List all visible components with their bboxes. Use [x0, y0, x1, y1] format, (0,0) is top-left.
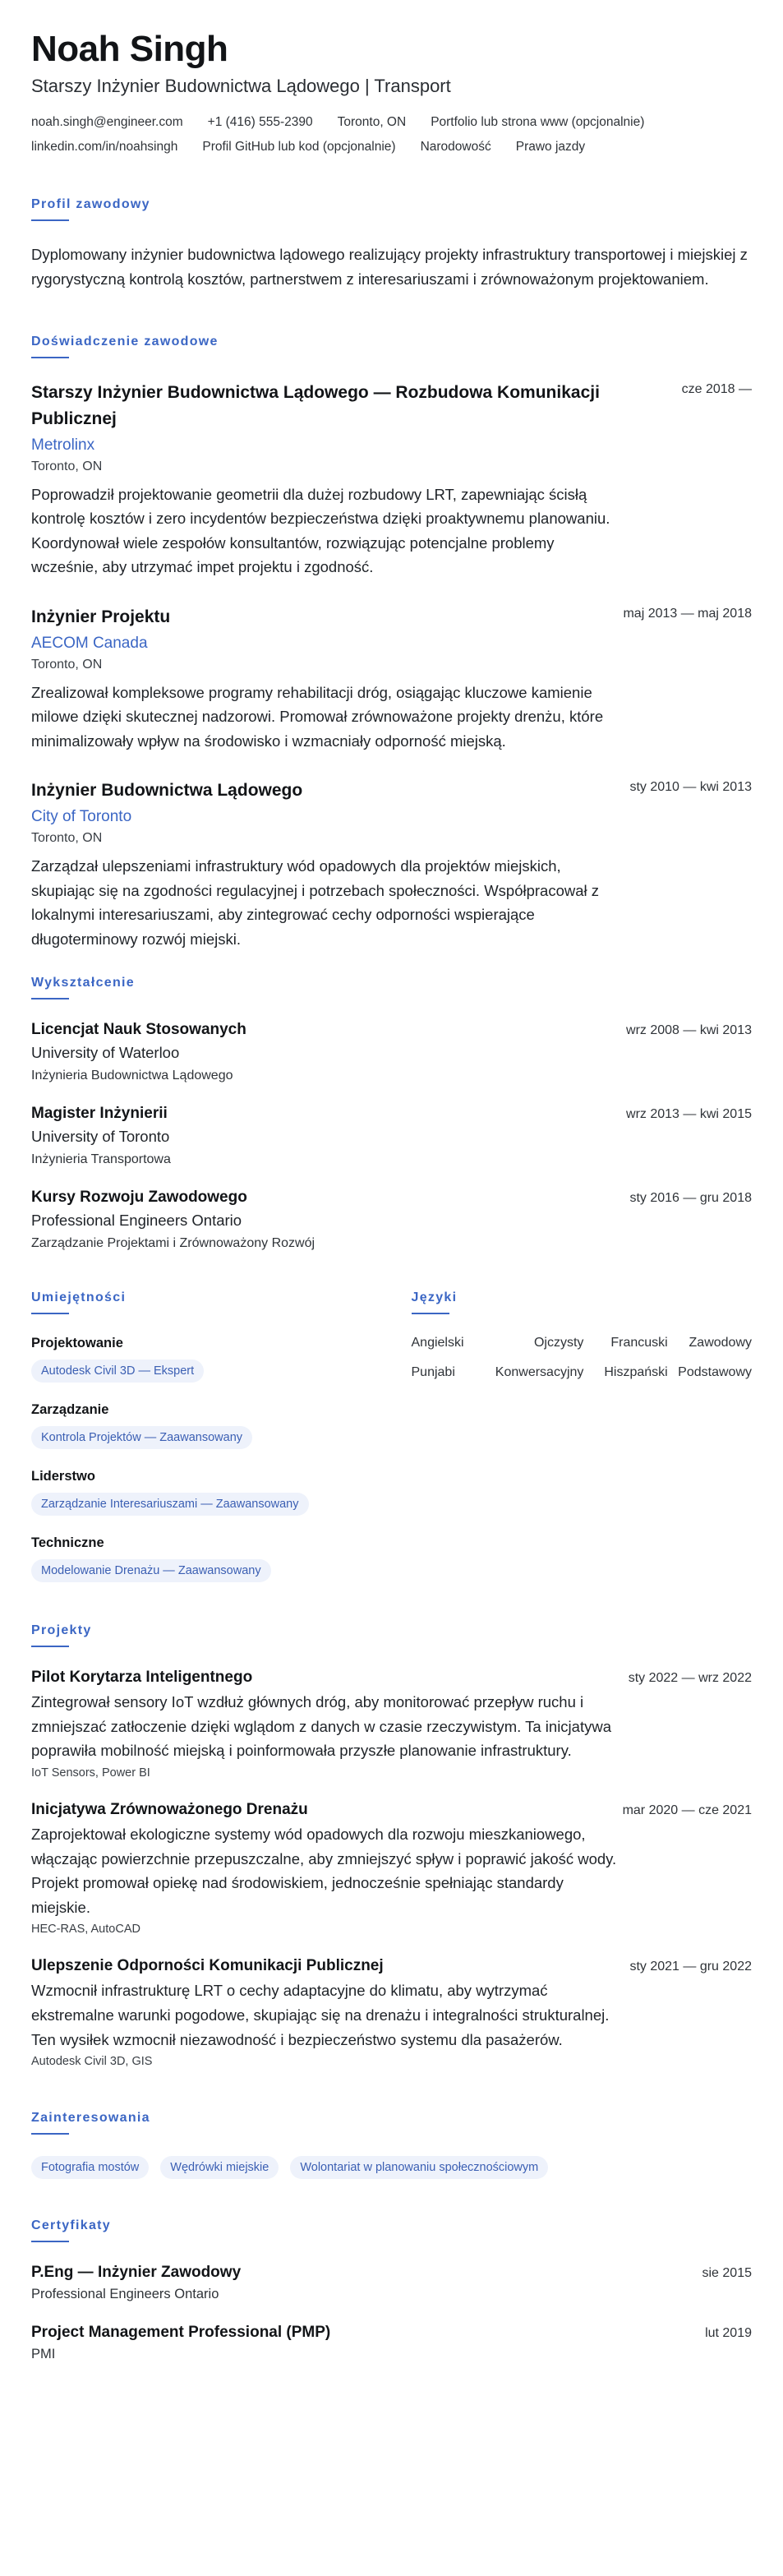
interest-chip: Fotografia mostów	[31, 2156, 149, 2179]
education-dates: sty 2016 — gru 2018	[629, 1191, 752, 1206]
language-list	[412, 1336, 753, 1380]
field-of-study: Inżynieria Budownictwa Lądowego	[31, 1069, 233, 1083]
project-description: Wzmocnił infrastrukturę LRT o cechy adaptacyjne do klimatu, aby wytrzymać ekstremalne warunki pogodowe, skupiając się na drenażu i integralności strukturalnej. Ten wysiłek wzmocnił niezawodność i bezpieczeństwo systemu dla pasażerów.	[31, 1982, 610, 2048]
education-entry	[31, 1189, 752, 1251]
project-dates: sty 2021 — gru 2022	[629, 1960, 752, 1974]
job-description: Zrealizował kompleksowe programy rehabilitacji dróg, osiągając kluczowe kamienie milowe dzięki skutecznej nadzorowi. Promował zrównoważone projekty drenżu, które minimalizowały wpływ na środowisko i wzmacniały odporność miejską.	[31, 683, 604, 750]
school-name: University of Waterloo	[31, 1044, 180, 1062]
skill-chip: Kontrola Projektów — Zaawansowany	[31, 1426, 252, 1449]
section-divider	[31, 2133, 69, 2135]
company-name: City of Toronto	[31, 807, 132, 825]
skill-category: Liderstwo	[31, 1469, 95, 1484]
section-title: Doświadczenie zawodowe	[31, 334, 219, 349]
project-dates: mar 2020 — cze 2021	[622, 1803, 752, 1818]
certification-issuer: PMI	[31, 2347, 56, 2362]
certification-date: lut 2019	[705, 2326, 752, 2341]
section-divider	[412, 1313, 449, 1314]
certification-entry	[31, 2324, 752, 2362]
job-location: Toronto, ON	[31, 830, 103, 845]
skills-languages-section	[31, 1290, 752, 1582]
job-dates: maj 2013 — maj 2018	[623, 607, 752, 621]
contact-list	[31, 115, 752, 155]
job-location: Toronto, ON	[31, 459, 103, 473]
section-title: Wykształcenie	[31, 976, 135, 990]
school-name: Professional Engineers Ontario	[31, 1212, 242, 1230]
skill-chip: Modelowanie Drenażu — Zaawansowany	[31, 1559, 271, 1582]
experience-entry	[31, 604, 752, 753]
skills-column	[31, 1290, 372, 1582]
job-description: Zarządzał ulepszeniami infrastruktury wód opadowych dla projektów miejskich, skupiając się na zgodności regulacyjnej i potrzebach społeczności. Współpracował z lokalnymi interesariuszami, aby zintegrować cechy odporności wspierające długoterminowy rozwój miejski.	[31, 856, 600, 948]
company-name: Metrolinx	[31, 436, 95, 454]
contact-email[interactable]: noah.singh@engineer.com	[31, 115, 183, 130]
project-name: Pilot Korytarza Inteligentnego	[31, 1669, 253, 1687]
skill-category: Projektowanie	[31, 1336, 123, 1351]
section-divider	[31, 1646, 69, 1647]
experience-entry	[31, 778, 752, 951]
project-entry	[31, 1801, 752, 1936]
education-entry	[31, 1105, 752, 1167]
certification-issuer: Professional Engineers Ontario	[31, 2287, 219, 2302]
contact-location: Toronto, ON	[337, 115, 407, 130]
contact-linkedin[interactable]: linkedin.com/in/noahsingh	[31, 140, 178, 155]
contact-portfolio[interactable]: Portfolio lub strona www (opcjonalnie)	[431, 115, 645, 130]
project-entry	[31, 1957, 752, 2068]
language-name: Punjabi	[411, 1365, 455, 1380]
interests-section	[31, 2111, 752, 2179]
education-section	[31, 976, 752, 1251]
contact-phone[interactable]: +1 (416) 555-2390	[207, 115, 313, 130]
experience-entry	[31, 380, 752, 579]
language-level: Konwersacyjny	[495, 1365, 584, 1380]
person-name: Noah Singh	[31, 29, 228, 69]
job-dates: sty 2010 — kwi 2013	[629, 780, 752, 795]
interest-chip: Wolontariat w planowaniu społecznościowym	[290, 2156, 548, 2179]
job-title: Inżynier Projektu	[31, 607, 171, 627]
certifications-section	[31, 2218, 752, 2362]
skill-chip: Autodesk Civil 3D — Ekspert	[31, 1360, 204, 1383]
job-title: Starszy Inżynier Budownictwa Lądowego — Rozbudowa Komunikacji Publicznej	[31, 382, 600, 429]
section-divider	[31, 998, 69, 999]
education-entry	[31, 1021, 752, 1083]
section-title: Certyfikaty	[31, 2218, 112, 2233]
project-description: Zintegrował sensory IoT wzdłuż głównych dróg, aby monitorować przepływ ruchu i zmniejszać zatłoczenie dzięki wglądom z danych w czasie rzeczywistym. Ta inicjatywa poprawiła mobilność miejską i poinformowała przyszłe planowanie infrastruktury.	[31, 1693, 611, 1760]
certification-entry	[31, 2264, 752, 2302]
degree-title: Licencjat Nauk Stosowanych	[31, 1021, 246, 1039]
project-entry	[31, 1669, 752, 1780]
project-tech: IoT Sensors, Power BI	[31, 1766, 150, 1780]
education-dates: wrz 2013 — kwi 2015	[626, 1107, 752, 1122]
project-description: Zaprojektował ekologiczne systemy wód opadowych dla rozwoju mieszkaniowego, włączając powierzchnie przepuszczalne, aby zmniejszyć spływ i poprawić jakość wody. Projekt promował opiekę nad środowiskiem, jednocześnie spełniając standardy miejskie.	[31, 1826, 617, 1916]
summary-section	[31, 197, 752, 291]
job-title: Inżynier Budownictwa Lądowego	[31, 781, 303, 801]
section-divider	[31, 1313, 69, 1314]
certification-name: P.Eng — Inżynier Zawodowy	[31, 2264, 242, 2282]
section-title: Języki	[411, 1290, 458, 1305]
degree-title: Kursy Rozwoju Zawodowego	[31, 1189, 247, 1207]
company-name: AECOM Canada	[31, 634, 148, 652]
headline: Starszy Inżynier Budownictwa Lądowego | Transport	[31, 76, 451, 97]
certification-name: Project Management Professional (PMP)	[31, 2324, 331, 2342]
section-divider	[31, 357, 69, 358]
job-location: Toronto, ON	[31, 657, 103, 672]
project-tech: HEC-RAS, AutoCAD	[31, 1923, 140, 1937]
field-of-study: Zarządzanie Projektami i Zrównoważony Rozwój	[31, 1236, 316, 1251]
skill-chip: Zarządzanie Interesariuszami — Zaawansowany	[31, 1493, 309, 1516]
section-title: Zainteresowania	[31, 2111, 150, 2126]
interest-list	[31, 2156, 752, 2179]
project-dates: sty 2022 — wrz 2022	[628, 1671, 752, 1686]
language-name: Hiszpański	[604, 1365, 668, 1380]
summary-text: Dyplomowany inżynier budownictwa lądowego realizujący projekty infrastruktury transportowej i miejskiej z rygorystyczną kontrolą kosztów, partnerstwem z interesariuszami i zrównoważonym projektowaniem.	[31, 246, 748, 288]
language-name: Angielski	[411, 1336, 464, 1350]
interest-chip: Wędrówki miejskie	[160, 2156, 279, 2179]
resume-header	[31, 30, 752, 155]
job-description: Poprowadził projektowanie geometrii dla dużej rozbudowy LRT, zapewniając ścisłą kontrolę kosztów i zero incydentów bezpieczeństwa dzięki proaktywnemu planowaniu. Koordynował wiele zespołów konsultantów, rozwiązując potencjalne problemy wcześnie, aby utrzymać impet projektu i zgodność.	[31, 485, 610, 576]
language-name: Francuski	[610, 1336, 668, 1350]
field-of-study: Inżynieria Transportowa	[31, 1152, 171, 1167]
school-name: University of Toronto	[31, 1128, 170, 1146]
contact-nationality: Narodowość	[420, 140, 491, 155]
project-tech: Autodesk Civil 3D, GIS	[31, 2055, 153, 2069]
skill-category: Techniczne	[31, 1535, 104, 1551]
experience-section	[31, 335, 752, 952]
skill-category: Zarządzanie	[31, 1402, 109, 1418]
section-title: Umiejętności	[31, 1290, 127, 1305]
degree-title: Magister Inżynierii	[31, 1105, 168, 1123]
languages-column	[412, 1290, 753, 1582]
language-level: Zawodowy	[689, 1336, 752, 1350]
project-name: Ulepszenie Odporności Komunikacji Publicznej	[31, 1957, 384, 1975]
section-title: Profil zawodowy	[31, 197, 150, 212]
job-dates: cze 2018 —	[681, 381, 752, 396]
section-divider	[31, 219, 69, 221]
certification-date: sie 2015	[702, 2266, 752, 2281]
project-name: Inicjatywa Zrównoważonego Drenażu	[31, 1801, 308, 1819]
language-level: Ojczysty	[533, 1336, 584, 1350]
language-level: Podstawowy	[678, 1365, 752, 1380]
contact-github[interactable]: Profil GitHub lub kod (opcjonalnie)	[202, 140, 396, 155]
education-dates: wrz 2008 — kwi 2013	[626, 1023, 752, 1038]
projects-section	[31, 1623, 752, 2068]
section-divider	[31, 2241, 69, 2242]
contact-driving-license: Prawo jazdy	[515, 140, 586, 155]
section-title: Projekty	[31, 1623, 92, 1638]
